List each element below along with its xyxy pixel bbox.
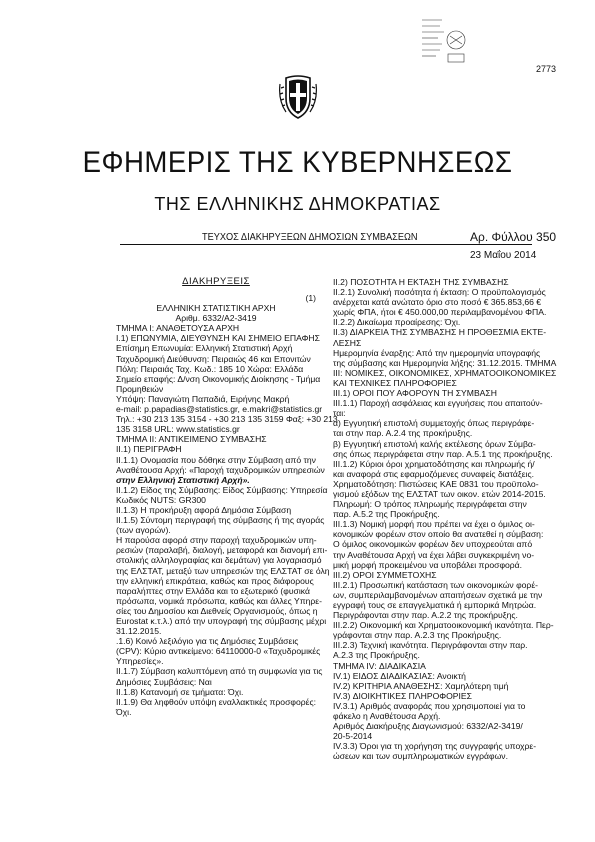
text-line: 31.12.2015. (116, 626, 162, 637)
text-line: IV.3.3) Όροι για τη χορήγηση της συγγραφής υποχρε- (333, 741, 537, 752)
header-rule (120, 244, 532, 245)
text-line: παραλήπτες στην Ελλάδα και το εξωτερικό (φυσικά (116, 585, 310, 596)
text-line: Προμηθειών (116, 383, 164, 394)
gazette-subtitle: ΤΗΣ ΕΛΛΗΝΙΚΗΣ ΔΗΜΟΚΡΑΤΙΑΣ (154, 194, 441, 214)
text-line: ΙΙ.1.5) Σύντομη περιγραφή της σύμβασης ή της αγοράς (116, 515, 325, 526)
greek-coat-of-arms-icon (278, 74, 318, 120)
text-line: Ο όμιλος οικονομικών φορέων δεν υποχρεούται από (333, 539, 533, 550)
text-line: 20-5-2014 (333, 731, 373, 742)
text-line: Τηλ.: +30 213 135 3154 - +30 213 135 3159 Φαξ: +30 213 (116, 414, 338, 425)
text-line: Κωδικός NUTS: GR300 (116, 494, 206, 505)
text-line: πρόσωπα, νομικά πρόσωπα, καθώς και άλλες Υπηρε- (116, 595, 322, 606)
text-line: ΙΙ.1.3) Η προκήρυξη αφορά Δημόσια Σύμβαση (116, 504, 292, 515)
text-line: ΤΜΗΜΑ ΙΙ: ΑΝΤΙΚΕΙΜΕΝΟ ΣΥΜΒΑΣΗΣ (116, 434, 267, 445)
text-line: της σύμβασης και Ημερομηνία λήξης: 31.12.2015. ΤΜΗΜΑ (333, 357, 557, 368)
text-line: παρ. Α.5.2 της Προκήρυξης. (333, 509, 440, 520)
text-line: την Αναθέτουσα Αρχή να έχει λάβει συγκεκριμένη νο- (333, 549, 535, 560)
text-line: Eurostat κ.τ.λ.) από την υπογραφή της σύμβασης μέχρι (116, 616, 327, 626)
text-line: ανέρχεται κατά ανώτατο όριο στο ποσό € 365.853,66 € (333, 297, 542, 308)
text-line: μική μορφή προκειμένου να υποβάλει προσφορά. (333, 559, 523, 570)
text-line: ται στην παρ. Α.2.4 της προκήρυξης. (333, 428, 473, 439)
left-column (116, 276, 338, 717)
text-line: Χρηματοδότηση: Πιστώσεις ΚΑΕ 0831 του προϋπολο- (333, 478, 539, 489)
text-line: γράφονται στην παρ. Α.2.3 της Προκήρυξης. (333, 630, 502, 641)
text-line: ται: (333, 408, 346, 419)
text-line: (1) (305, 293, 316, 303)
text-line: Α.2.3 της Προκήρυξης. (333, 650, 420, 661)
text-line: ρεσιών (παραλαβή, διαλογή, μεταφορά και διανομή επι- (116, 545, 328, 556)
text-line: Η παρούσα αφορά στην παροχή ταχυδρομικών υπη- (116, 535, 317, 546)
text-line: ΔΙΑΚΗΡΥΞΕΙΣ (182, 276, 250, 287)
text-line: ΕΛΛΗΝΙΚΗ ΣΤΑΤΙΣΤΙΚΗ ΑΡΧΗ (156, 303, 276, 314)
text-line: ΙΙ.2.2) Δικαίωμα προαίρεσης: Όχι. (333, 317, 461, 328)
sheet-number: Αρ. Φύλλου 350 (470, 230, 557, 244)
text-line: Όχι. (116, 706, 132, 717)
text-line: Σημείο επαφής: Δ/νση Οικονομικής Διοίκησης - Τμήμα (116, 373, 321, 384)
page-number: 2773 (536, 64, 557, 74)
publisher-stamp (420, 14, 470, 70)
text-line: Δημόσιες Συμβάσεις: Ναι (116, 676, 212, 687)
issue-date: 23 Μαΐου 2014 (470, 250, 537, 261)
text-line: ΙΙΙ.1) ΟΡΟΙ ΠΟΥ ΑΦΟΡΟΥΝ ΤΗ ΣΥΜΒΑΣΗ (333, 388, 497, 399)
text-line: ΙΙΙ: ΝΟΜΙΚΕΣ, ΟΙΚΟΝΟΜΙΚΕΣ, ΧΡΗΜΑΤΟΟΙΚΟΝΟΜΙΚΕΣ (333, 367, 557, 378)
text-line: Ταχυδρομική Διεύθυνση: Πειραιώς 46 και Επονιτών (116, 353, 311, 364)
text-line: ΙΙ.1.2) Είδος της Σύμβασης: Είδος Σύμβασης: Υπηρεσία (116, 484, 328, 495)
text-line: και αναφορά στις εφαρμοζόμενες συναφείς διατάξεις. (333, 468, 534, 479)
text-line: ΙΙ.1.9) Θα ληφθούν υπόψη εναλλακτικές προσφορές: (116, 696, 316, 707)
text-line: Αριθμός Διακήρυξης Διαγωνισμού: 6332/Α2-3419/ (333, 721, 523, 732)
text-line: ΙΙ.1) ΠΕΡΙΓΡΑΦΗ (116, 444, 182, 455)
text-line: την ελληνική επικράτεια, καθώς και προς διάφορους (116, 575, 314, 586)
text-line: φάκελο η Αναθέτουσα Αρχή. (333, 711, 441, 722)
text-line: ΙΙ.1.7) Σύμβαση καλυπτόμενη από τη συμφωνία για τις (116, 666, 323, 677)
text-line: α) Εγγυητική επιστολή συμμετοχής όπως περιγράφε- (333, 418, 535, 429)
text-line: e-mail: p.papadias@statistics.gr, e.makri@statistics.gr (116, 404, 323, 415)
text-line: ΛΕΣΗΣ (333, 337, 362, 348)
issue-type: ΤΕΥΧΟΣ ΔΙΑΚΗΡΥΞΕΩΝ ΔΗΜΟΣΙΩΝ ΣΥΜΒΑΣΕΩΝ (202, 232, 418, 243)
text-line: ΤΜΗΜΑ Ι: ΑΝΑΘΕΤΟΥΣΑ ΑΡΧΗ (116, 323, 240, 334)
text-line: ΙΙ.1.8) Κατανομή σε τμήματα: Όχι. (116, 686, 244, 697)
text-line: εγγραφή τους σε επαγγελματικά ή εμπορικά Μητρώα. (333, 600, 537, 610)
text-line: Υπηρεσίες». (116, 656, 164, 667)
text-line: ΙΙ.2) ΠΟΣΟΤΗΤΑ Η ΕΚΤΑΣΗ ΤΗΣ ΣΥΜΒΑΣΗΣ (333, 277, 509, 287)
text-line: 135 3158 URL: www.statistics.gr (116, 424, 240, 435)
text-line: χωρίς ΦΠΑ, ήτοι € 450.000,00 περιλαμβανομένου ΦΠΑ. (333, 307, 547, 318)
text-line: (των αγορών). (116, 525, 171, 536)
text-line: Πληρωμή: Ο τρόπος πληρωμής περιγράφεται στην (333, 499, 527, 510)
text-line: γισμού εξόδων της ΕΛΣΤΑΤ των οικον. ετών 2014-2015. (333, 488, 546, 499)
text-line: κονομικών φορέων στον οποίο θα ανατεθεί η σύμβαση: (333, 529, 544, 540)
text-line: ΙΙΙ.2.1) Προσωπική κατάσταση των οικονομικών φορέ- (333, 579, 539, 590)
text-line: Ημερομηνία έναρξης: Από την ημερομηνία υπογραφής (333, 347, 541, 358)
text-line: ΙΙ.3) ΔΙΑΡΚΕΙΑ ΤΗΣ ΣΥΜΒΑΣΗΣ Η ΠΡΟΘΕΣΜΙΑ ΕΚΤΕ- (333, 327, 547, 338)
text-line: ΙΙ.1.1) Ονομασία που δόθηκε στην Σύμβαση από την (116, 454, 316, 465)
text-line: ώσεων και των συμπληρωματικών εγγράφων. (333, 751, 508, 762)
right-column (333, 277, 557, 762)
text-line: Πόλη: Πειραιάς Ταχ. Κωδ.: 185 10 Χώρα: Ελλάδα (116, 363, 304, 374)
text-line: ΚΑΙ ΤΕΧΝΙΚΕΣ ΠΛΗΡΟΦΟΡΙΕΣ (333, 377, 457, 388)
text-line: Αριθμ. 6332/Α2-3419 (175, 313, 257, 324)
text-line: ΙΙ.2.1) Συνολική ποσότητα ή έκταση: Ο προϋπολογισμός (333, 287, 546, 298)
text-line: IV.1) ΕΙΔΟΣ ΔΙΑΔΙΚΑΣΙΑΣ: Ανοικτή (333, 670, 466, 681)
text-line: ΙΙΙ.2.2) Οικονομική και Χρηματοοικονομική ικανότητα. Περ- (333, 620, 554, 631)
text-line: ΤΜΗΜΑ IV: ΔΙΑΔΙΚΑΣΙΑ (333, 660, 426, 671)
text-line: ΙΙΙ.1.2) Κύριοι όροι χρηματοδότησης και πληρωμής ή/ (333, 458, 535, 469)
text-line: στην Ελληνική Στατιστική Αρχή». (116, 474, 250, 485)
text-line: Υπόψη: Παναγιώτη Παπαδιά, Ειρήνης Μακρή (116, 393, 290, 404)
text-line: ΙΙΙ.1.1) Παροχή ασφάλειας και εγγυήσεις που απαιτούν- (333, 398, 543, 409)
text-line: Ι.1) ΕΠΩΝΥΜΙΑ, ΔΙΕΥΘΥΝΣΗ ΚΑΙ ΣΗΜΕΙΟ ΕΠΑΦΗΣ (116, 333, 320, 344)
text-line: ΙΙΙ.2.3) Τεχνική ικανότητα. Περιγράφονται στην παρ. (333, 640, 528, 651)
text-line: .1.6) Κοινό λεξιλόγιο για τις Δημόσιες Συμβάσεις (116, 636, 299, 647)
text-line: IV.2) ΚΡΙΤΗΡΙΑ ΑΝΑΘΕΣΗΣ: Χαμηλότερη τιμή (333, 680, 509, 691)
text-line: της ΕΛΣΤΑΤ, μεταξύ των υπηρεσιών της ΕΛΣΤΑΤ σε όλη (116, 565, 330, 576)
text-line: ΙΙΙ.1.3) Νομική μορφή που πρέπει να έχει ο όμιλος οι- (333, 519, 535, 530)
gazette-title: ΕΦΗΜΕΡΙΣ ΤΗΣ ΚΥΒΕΡΝΗΣΕΩΣ (82, 146, 513, 179)
text-line: IV.3.1) Αριθμός αναφοράς που χρησιμοποιεί για το (333, 700, 526, 711)
text-line: στολικής αλληλογραφίας και δεμάτων) για λογαριασμό (116, 555, 322, 566)
text-line: Αναθέτουσα Αρχή: «Παροχή ταχυδρομικών υπηρεσιών (116, 464, 325, 475)
text-line: ων, συμπεριλαμβανομένων απαιτήσεων σχετικά με την (333, 589, 543, 600)
text-line: β) Εγγυητική επιστολή καλής εκτέλεσης όρων Σύμβα- (333, 438, 536, 449)
text-line: σης όπως περιγράφεται στην παρ. Α.5.1 της προκήρυξης. (333, 448, 553, 459)
text-line: σίες του Δημοσίου και Διεθνείς Οργανισμούς, όπως η (116, 605, 318, 616)
text-line: Περιγράφονται στην παρ. Α.2.2 της προκήρυξης. (333, 610, 518, 621)
text-line: (CPV): Κύριο αντικείμενο: 64110000-0 «Ταχυδρομικές (116, 646, 321, 657)
text-line: IV.3) ΔΙΟΙΚΗΤΙΚΕΣ ΠΛΗΡΟΦΟΡΙΕΣ (333, 690, 472, 701)
text-line: ΙΙΙ.2) ΟΡΟΙ ΣΥΜΜΕΤΟΧΗΣ (333, 569, 437, 580)
text-line: Επίσημη Επωνυμία: Ελληνική Στατιστική Αρχή (116, 343, 293, 354)
